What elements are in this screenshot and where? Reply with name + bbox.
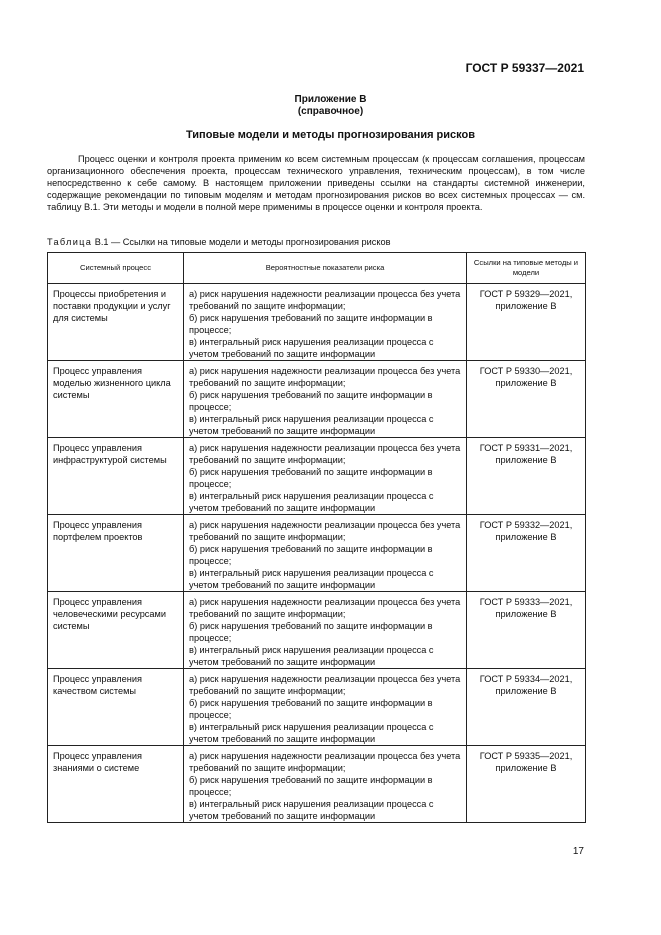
indicator-item: б) риск нарушения требований по защите информации в процессе;	[189, 698, 433, 720]
cell-process: Процесс управления портфелем проектов	[48, 515, 184, 592]
table-header-row	[48, 253, 586, 284]
table-row	[48, 592, 586, 669]
indicator-item: а) риск нарушения надежности реализации процесса без учета требований по защите информации;	[189, 597, 461, 619]
cell-process: Процесс управления человеческими ресурсами системы	[48, 592, 184, 669]
cell-indicators	[184, 669, 467, 746]
indicator-item: в) интегральный риск нарушения реализации процесса с учетом требований по защите информации	[189, 722, 434, 744]
indicator-item: б) риск нарушения требований по защите информации в процессе;	[189, 544, 433, 566]
table-row	[48, 515, 586, 592]
indicator-item: а) риск нарушения надежности реализации процесса без учета требований по защите информации;	[189, 520, 461, 542]
cell-reference: ГОСТ Р 59331—2021, приложение В	[467, 438, 586, 515]
table-caption	[47, 237, 391, 247]
intro-paragraph: Процесс оценки и контроля проекта применим ко всем системным процессам (к процессам соглашения, процессам организационного обеспечения проекта, процессам технического управления, техническим процессам), в том числе непосредственно к себе самому. В настоящем приложении приведены ссылки на стандарты системной инженерии, содержащие рекомендации по типовым моделям и методам прогнозирования рисков во всех системных процессах — см. таблицу В.1. Эти методы и модели в полной мере применимы в процессе оценки и контроля проекта.	[47, 154, 585, 212]
indicator-item: а) риск нарушения надежности реализации процесса без учета требований по защите информации;	[189, 443, 461, 465]
cell-indicators	[184, 515, 467, 592]
indicator-item: б) риск нарушения требований по защите информации в процессе;	[189, 390, 433, 412]
column-header-references: Ссылки на типовые методы и модели	[467, 253, 586, 284]
indicator-item: в) интегральный риск нарушения реализации процесса с учетом требований по защите информации	[189, 337, 434, 359]
standard-number: ГОСТ Р 59337—2021	[465, 61, 584, 75]
table-body	[48, 284, 586, 823]
cell-indicators	[184, 438, 467, 515]
table-row	[48, 361, 586, 438]
cell-reference: ГОСТ Р 59333—2021, приложение В	[467, 592, 586, 669]
indicator-item: б) риск нарушения требований по защите информации в процессе;	[189, 467, 433, 489]
section-title: Типовые модели и методы прогнозирования рисков	[185, 129, 475, 141]
indicator-item: б) риск нарушения требований по защите информации в процессе;	[189, 313, 433, 335]
table-caption-text: В.1 — Ссылки на типовые модели и методы прогнозирования рисков	[94, 237, 391, 247]
table-row	[48, 284, 586, 361]
table-row	[48, 438, 586, 515]
cell-reference: ГОСТ Р 59330—2021, приложение В	[467, 361, 586, 438]
table-caption-label: Таблица	[47, 237, 93, 247]
indicator-item: в) интегральный риск нарушения реализации процесса с учетом требований по защите информации	[189, 799, 434, 821]
table-row	[48, 669, 586, 746]
cell-process: Процесс управления качеством системы	[48, 669, 184, 746]
indicator-item: а) риск нарушения надежности реализации процесса без учета требований по защите информации;	[189, 366, 461, 388]
indicator-item: в) интегральный риск нарушения реализации процесса с учетом требований по защите информации	[189, 568, 434, 590]
cell-process: Процессы приобретения и поставки продукции и услуг для системы	[48, 284, 184, 361]
cell-reference: ГОСТ Р 59335—2021, приложение В	[467, 746, 586, 823]
indicator-item: в) интегральный риск нарушения реализации процесса с учетом требований по защите информации	[189, 414, 434, 436]
column-header-process: Системный процесс	[48, 253, 184, 284]
cell-reference: ГОСТ Р 59329—2021, приложение В	[467, 284, 586, 361]
indicator-item: б) риск нарушения требований по защите информации в процессе;	[189, 775, 433, 797]
indicator-item: а) риск нарушения надежности реализации процесса без учета требований по защите информации;	[189, 751, 461, 773]
cell-indicators	[184, 746, 467, 823]
cell-process: Процесс управления инфраструктурой системы	[48, 438, 184, 515]
appendix-title: Приложение В	[294, 94, 367, 105]
cell-process: Процесс управления знаниями о системе	[48, 746, 184, 823]
cell-indicators	[184, 592, 467, 669]
indicator-item: в) интегральный риск нарушения реализации процесса с учетом требований по защите информации	[189, 491, 434, 513]
cell-indicators	[184, 361, 467, 438]
cell-process: Процесс управления моделью жизненного цикла системы	[48, 361, 184, 438]
indicator-item: в) интегральный риск нарушения реализации процесса с учетом требований по защите информации	[189, 645, 434, 667]
cell-indicators	[184, 284, 467, 361]
column-header-indicators: Вероятностные показатели риска	[184, 253, 467, 284]
indicator-item: а) риск нарушения надежности реализации процесса без учета требований по защите информации;	[189, 289, 461, 311]
indicator-item: а) риск нарушения надежности реализации процесса без учета требований по защите информации;	[189, 674, 461, 696]
cell-reference: ГОСТ Р 59332—2021, приложение В	[467, 515, 586, 592]
page-number: 17	[572, 846, 584, 857]
appendix-note: (справочное)	[297, 106, 364, 117]
table-row	[48, 746, 586, 823]
references-table	[47, 252, 586, 823]
cell-reference: ГОСТ Р 59334—2021, приложение В	[467, 669, 586, 746]
indicator-item: б) риск нарушения требований по защите информации в процессе;	[189, 621, 433, 643]
